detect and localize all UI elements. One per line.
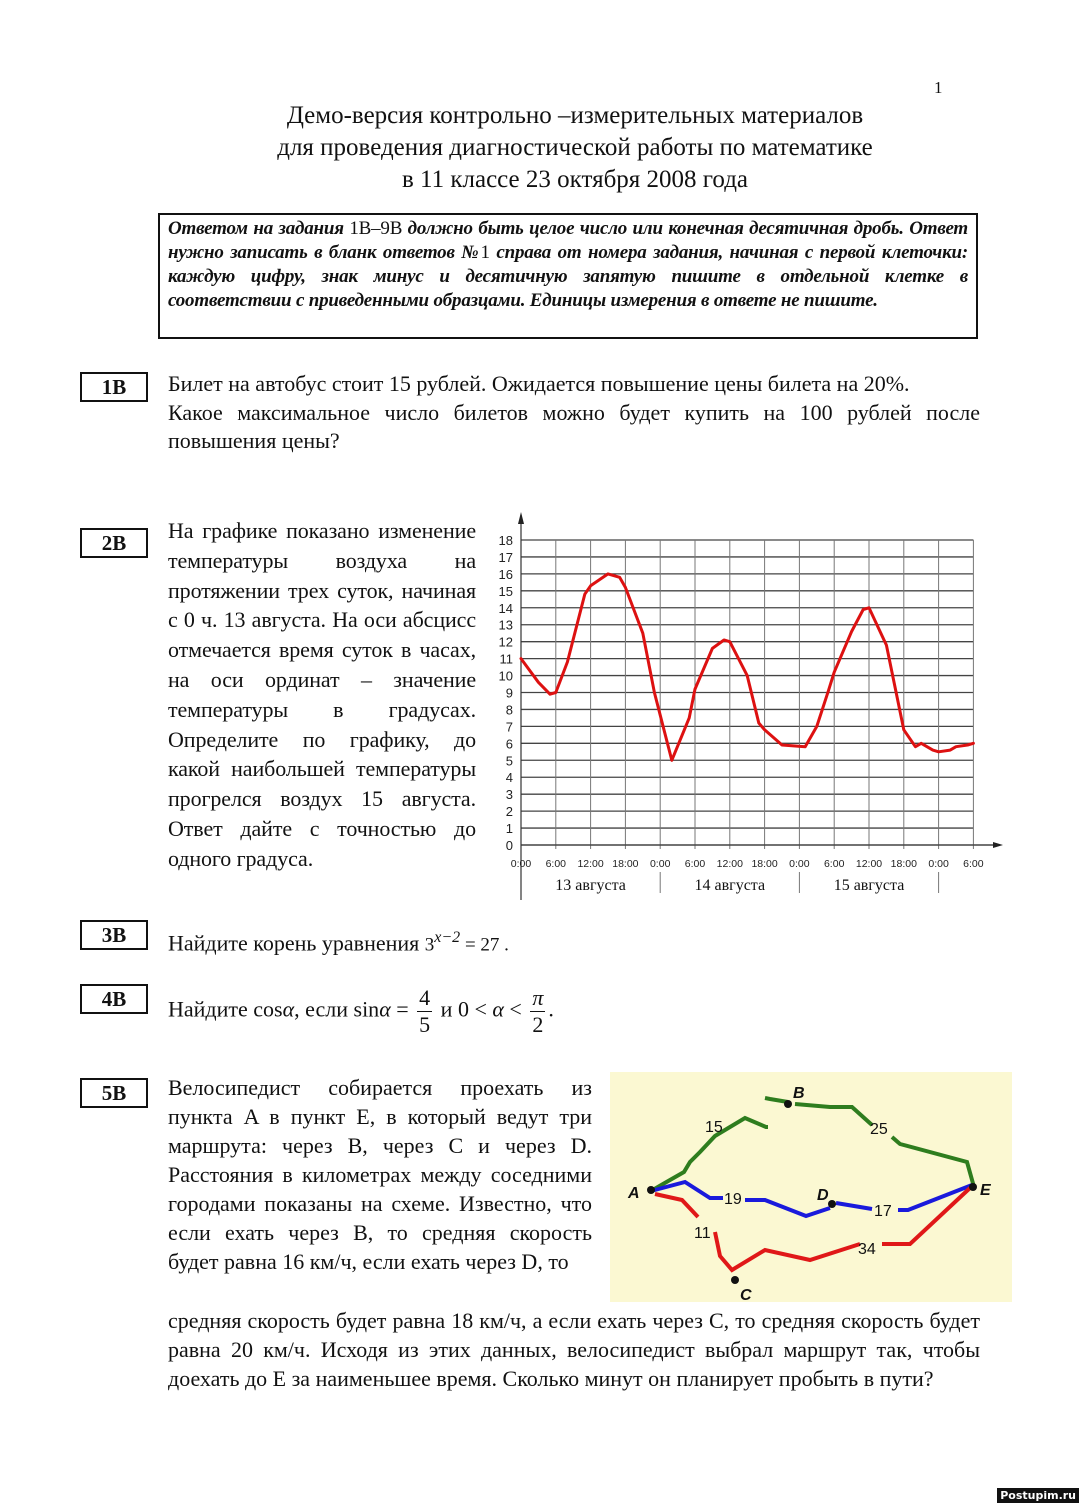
title-line-1: Демо-версия контрольно –измерительных материалов: [286, 102, 864, 129]
y-tick-label: 14: [498, 600, 513, 616]
x-tick-label: 0:00: [510, 858, 532, 870]
distance-be: 25: [870, 1121, 888, 1138]
fraction-numerator: 4: [419, 985, 431, 1010]
task-label-3b: 3B: [80, 920, 148, 950]
node-d: [828, 1200, 836, 1208]
y-tick-label: 15: [498, 583, 513, 599]
y-tick-label: 18: [498, 533, 513, 548]
node-label-d: D: [817, 1187, 829, 1204]
temperature-chart: [488, 505, 1008, 905]
y-tick-label: 17: [498, 549, 513, 565]
page-title: [160, 100, 990, 196]
fraction-pi-half: [530, 985, 545, 1038]
task-label-1b: 1B: [80, 372, 148, 402]
task-5b-text-head: Велосипедист собирается проехать из пункта A в пункт E, в который ведут три маршрута: через B, через C и через D. Расстояния в километрах между соседними городами показаны на схеме. Известно, что если ехать через B, то средняя скорость будет равна 16 км/ч, если ехать через D, то: [168, 1075, 592, 1274]
period: .: [548, 996, 554, 1022]
x-tick-label: 18:00: [890, 858, 917, 870]
y-tick-label: 8: [505, 702, 513, 718]
y-tick-label: 2: [505, 804, 513, 820]
chart-grid: [521, 540, 973, 893]
y-tick-label: 16: [498, 566, 513, 582]
y-tick-label: 5: [505, 753, 513, 769]
y-tick-label: 0: [505, 838, 513, 853]
node-label-e: E: [980, 1182, 991, 1199]
task-label-4b: 4B: [80, 984, 148, 1014]
task-4b-text: [168, 985, 554, 1038]
distance-ce: 34: [858, 1241, 876, 1258]
y-tick-label: 12: [498, 634, 513, 650]
x-tick-label: 6:00: [963, 858, 984, 870]
y-axis-arrow-icon: [518, 512, 524, 524]
equation-exponent: x−2: [434, 929, 461, 946]
alpha-symbol: α: [379, 996, 391, 1022]
route-diagram: [610, 1072, 1012, 1302]
day-label: 14 августа: [694, 877, 766, 894]
node-label-b: B: [793, 1085, 805, 1102]
task-label-5b: 5B: [80, 1078, 148, 1108]
notice-text-1: Ответом на задания: [168, 218, 350, 239]
task-label-2b: 2B: [80, 528, 148, 558]
equation-rhs: = 27 .: [460, 934, 509, 956]
x-tick-label: 6:00: [823, 858, 845, 870]
x-tick-label: 18:00: [751, 858, 778, 870]
x-tick-label: 0:00: [649, 858, 671, 870]
page-number: 1: [934, 78, 943, 97]
equals-sign: =: [390, 996, 415, 1022]
y-tick-label: 1: [505, 821, 513, 837]
fraction-denominator: 5: [419, 1012, 431, 1037]
distance-de: 17: [874, 1203, 892, 1220]
notice-text-3: справа от номера задания, начиная с первой клеточки: каждую цифру, знак минус и десятичную запятую пишите в отдельной клетке в соответствии с приведенными образцами. Единицы измерения в ответе не пишите.: [168, 242, 968, 311]
x-tick-labels: [511, 858, 984, 870]
node-e: [969, 1183, 977, 1191]
node-label-a: A: [628, 1185, 640, 1202]
task-3b-text: [168, 924, 509, 960]
task-4b-text-a: Найдите cos: [168, 996, 283, 1022]
y-tick-label: 11: [499, 651, 513, 667]
distance-ab: 15: [705, 1119, 723, 1136]
day-label: 13 августа: [555, 877, 626, 894]
task-3b-prompt: Найдите корень уравнения: [168, 930, 425, 956]
x-tick-label: 18:00: [612, 858, 639, 870]
y-tick-label: 10: [498, 668, 513, 684]
task-1b-text-1: Билет на автобус стоит 15 рублей. Ожидается повышение цены билета на 20%.: [168, 371, 910, 396]
node-b: [784, 1100, 792, 1108]
y-tick-label: 6: [505, 736, 513, 752]
node-a: [647, 1186, 655, 1194]
temperature-line: [521, 574, 973, 760]
distance-ac: 11: [694, 1225, 711, 1242]
instructions-box: [158, 213, 978, 339]
y-tick-labels: [499, 533, 513, 853]
fraction-four-fifths: [417, 985, 432, 1038]
alpha-symbol: α: [282, 996, 295, 1022]
x-tick-label: 12:00: [716, 858, 743, 870]
day-label: 15 августа: [833, 877, 905, 894]
x-tick-label: 0:00: [928, 858, 949, 870]
task-5b-text-tail: средняя скорость будет равна 18 км/ч, а если ехать через C, то средняя скорость будет равна 20 км/ч. Исходя из этих данных, велосипедист выбрал маршрут так, чтобы доехать до E за наименьшее время. Сколько минут он планирует пробыть в пути?: [168, 1308, 980, 1391]
equation-base: 3: [424, 934, 435, 956]
x-tick-label: 6:00: [684, 858, 706, 870]
title-line-3: в 11 классе 23 октября 2008 года: [401, 166, 749, 193]
task-2b-text: На графике показано изменение температуры воздуха на протяжении трех суток, начиная с 0 ч. 13 августа. На оси абсцисс отмечается время суток в часах, на оси ординат – значение температуры в градусах. Определите по графику, до какой наибольшей температуры прогрелся воздух 15 августа. Ответ дайте с точностью до одного градуса.: [168, 518, 476, 871]
x-tick-label: 12:00: [855, 858, 883, 870]
node-c: [731, 1276, 739, 1284]
notice-range: 1B–9B: [349, 218, 403, 239]
distance-ad: 19: [724, 1191, 742, 1208]
notice-form-number: 1: [480, 242, 490, 263]
notice-text-2: должно быть целое число или конечная десятичная дробь. Ответ нужно записать в бланк ответов №: [168, 218, 968, 263]
task-1b-text-2: Какое максимальное число билетов можно будет купить на 100 рублей после повышения цены?: [168, 399, 980, 453]
day-labels: [555, 877, 904, 894]
task-4b-text-d: <: [503, 996, 528, 1022]
y-tick-label: 9: [505, 685, 513, 701]
x-tick-label: 0:00: [789, 858, 810, 870]
task-4b-text-b: , если sin: [294, 996, 380, 1022]
node-label-c: C: [740, 1287, 752, 1302]
fraction-numerator: π: [532, 985, 544, 1010]
task-4b-text-c: и 0 <: [435, 996, 493, 1022]
y-tick-label: 4: [505, 770, 513, 786]
x-axis-arrow-icon: [993, 842, 1003, 848]
title-line-2: для проведения диагностической работы по математике: [277, 134, 873, 161]
watermark: Postupim.ru: [997, 1488, 1079, 1503]
y-tick-label: 13: [498, 617, 513, 633]
x-tick-label: 6:00: [545, 858, 567, 870]
y-tick-label: 7: [505, 719, 513, 735]
fraction-denominator: 2: [532, 1012, 544, 1037]
x-tick-label: 12:00: [577, 858, 604, 870]
alpha-symbol: α: [492, 996, 504, 1022]
y-tick-label: 3: [505, 787, 513, 803]
task-1b-text: [168, 370, 980, 456]
